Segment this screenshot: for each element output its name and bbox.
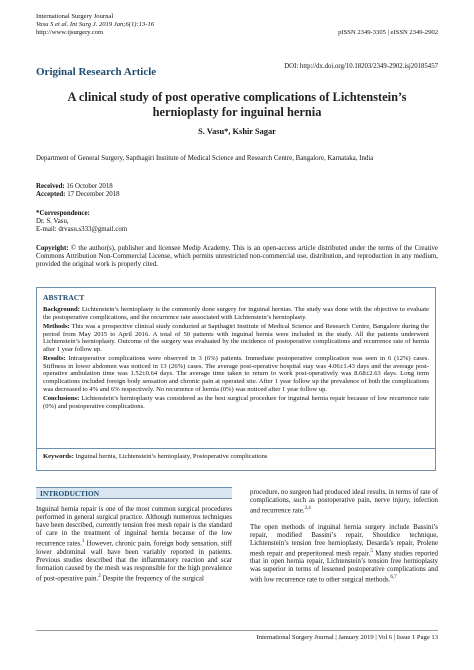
- authors: S. Vasu*, Kshir Sagar: [198, 127, 276, 136]
- abstract-background: [43, 306, 429, 321]
- received-date: 16 October 2018: [64, 183, 113, 190]
- accepted-date: 17 December 2018: [65, 191, 120, 199]
- correspondence-email[interactable]: E-mail: drvasu.s333@gmail.com: [36, 226, 128, 234]
- intro-text-3b: Many studies reported that in open hernia repair, Lichtenstein’s tension free hernioplasty was superior in terms of lessened postoperative complications and with low recurrence rate to other surgical methods.: [250, 550, 438, 584]
- copyright-label: Copyright:: [36, 245, 69, 252]
- introduction-heading-bar: [36, 487, 232, 499]
- citation-line: Vasu S et al. Int Surg J. 2019 Jan;6(1):13-16: [36, 21, 155, 29]
- abstract-conclusions: [43, 395, 429, 410]
- intro-text-1a: Inguinal hernia repair is one of the most common surgical procedures performed in general surgical practice. Although numerous techniques have been described, currently tension free mesh repair is the standard of care in the treatment of inguinal hernia because of the low recurrence rates.: [36, 506, 232, 548]
- abstract-divider: [37, 448, 435, 449]
- journal-header: [36, 13, 296, 38]
- copyright-text: © the author(s), publisher and licensee Medip Academy. This is an open-access article distributed under the terms of the Creative Commons Attribution Non-Commercial License, which permits unrestricted non-commercial use, distribution, and reproduction in any medium, provided the original work is properly cited.: [36, 245, 438, 269]
- citation-ref[interactable]: 2: [98, 574, 101, 580]
- intro-column-left: [36, 506, 232, 583]
- methods-label: Methods:: [43, 322, 70, 330]
- results-label: Results:: [43, 355, 66, 362]
- introduction-heading: INTRODUCTION: [40, 489, 100, 498]
- footer-rule: [36, 630, 438, 631]
- page-footer: International Surgery Journal | January 2019 | Vol 6 | Issue 1 Page 13: [256, 634, 438, 641]
- keywords-text: Inguinal hernia, Lichtenstein’s hernioplasty, Postoperative complications: [73, 453, 268, 460]
- intro-paragraph-1: [36, 506, 232, 583]
- results-text: Intraoperative complications were observed in 3 (6%) patients. Immediate postoperative complication was seen in 6 (12%) cases. Stiffness in lower abdomen was noticed in 13 (26%) cases. The average post-operative hospital stay was 4.06±1.43 days and the average post-operative ambulation time was 1.52±0.64 days. The average time taken to return to work post-operatively was 8.68±2.63 days. Long term complications included foreign body sensation and chronic pain at operated site. After 1 year follow up the prevalence of both the complications was decreased to 4% and 6% respectively. No recurrence of hernia (0%) was noticed after 1 year follow up.: [43, 355, 429, 393]
- doi[interactable]: DOI: http://dx.doi.org/10.18203/2349-2902.isj20185457: [284, 63, 438, 70]
- background-text: Lichtenstein’s hernioplasty is the commonly done surgery for inguinal hernias. The study was done with the objective to evaluate the postoperative complications, and the recurrence rate associated with Lichtenstein’s hernioplasty.: [43, 306, 429, 321]
- correspondence: [36, 210, 127, 235]
- citation-ref[interactable]: 1: [81, 539, 85, 545]
- methods-text: This was a prospective clinical study conducted at Sapthagiri Institute of Medical Science and Research Centre, Bangalore during the period from May 2015 to April 2016. A total of 50 patients with inguinal hernia were included in the study. All the patients underwent Lichtenstein’s hernioplasty. Outcome of the surgery was evaluated by the incidence of postoperative complications and recurrence rate of hernia after 1 year follow up.: [43, 322, 429, 353]
- affiliation: Department of General Surgery, Sapthagiri Institute of Medical Science and Research Centre, Bangalore, Karnataka, India: [36, 155, 374, 162]
- intro-text-3a: The open methods of inguinal hernia surgery include Bassini’s repair, modified Bassini’s repair, Shouldice technique, Lichtenstein’s tension free hernioplasty, Desarda’s repair, Prolene mesh repair and preperitoneal mesh repair.: [250, 523, 438, 558]
- abstract-body: [43, 306, 429, 412]
- dates: [36, 183, 120, 199]
- abstract-heading: ABSTRACT: [43, 293, 85, 302]
- accepted-label: Accepted:: [36, 191, 66, 199]
- intro-paragraph-3: [250, 524, 438, 585]
- intro-text-1c: Despite the frequency of the surgical: [100, 575, 204, 583]
- copyright: [36, 245, 438, 270]
- issn: pISSN 2349-3305 | eISSN 2349-2902: [338, 29, 438, 36]
- conclusions-label: Conclusions:: [43, 394, 80, 402]
- citation-ref[interactable]: 6,7: [390, 575, 397, 581]
- article-title: A clinical study of post operative complications of Lichtenstein’s hernioplasty for inguinal hernia: [67, 90, 407, 119]
- intro-paragraph-2: [250, 489, 438, 516]
- abstract-methods: [43, 323, 429, 354]
- intro-text-1b: However, chronic pain, foreign body sensation, stiff lower abdominal wall have been variably reported in patients. Previous studies described that the inflammatory reaction and scar formation caused by the mesh was responsible for the high prevalence of post-operative pain.: [36, 540, 232, 583]
- background-label: Background:: [43, 306, 80, 313]
- keywords-label: Keywords:: [43, 453, 74, 460]
- intro-column-right: [250, 489, 438, 585]
- conclusions-text: Lichtenstein’s hernioplasty was considered as the best surgical procedure for inguinal hernia repair because of low recurrence rate (0%) and postoperative complications.: [43, 394, 429, 410]
- received-label: Received:: [36, 183, 65, 190]
- abstract-box: [36, 287, 436, 471]
- journal-name: International Surgery Journal: [36, 13, 114, 20]
- journal-url[interactable]: http://www.ijsurgery.com: [36, 29, 104, 37]
- correspondence-name: Dr. S. Vasu,: [36, 218, 69, 226]
- abstract-results: [43, 355, 429, 394]
- correspondence-label: *Correspondence:: [36, 210, 90, 217]
- citation-ref[interactable]: 3,4: [304, 506, 311, 512]
- citation-ref[interactable]: 5: [370, 548, 373, 554]
- article-type: Original Research Article: [36, 66, 157, 78]
- keywords: [43, 453, 267, 460]
- intro-text-2a: procedure, no surgeon had produced ideal results, in terms of rate of complications, such as postoperative pain, nerve injury, infection and recurrence rate.: [250, 489, 438, 515]
